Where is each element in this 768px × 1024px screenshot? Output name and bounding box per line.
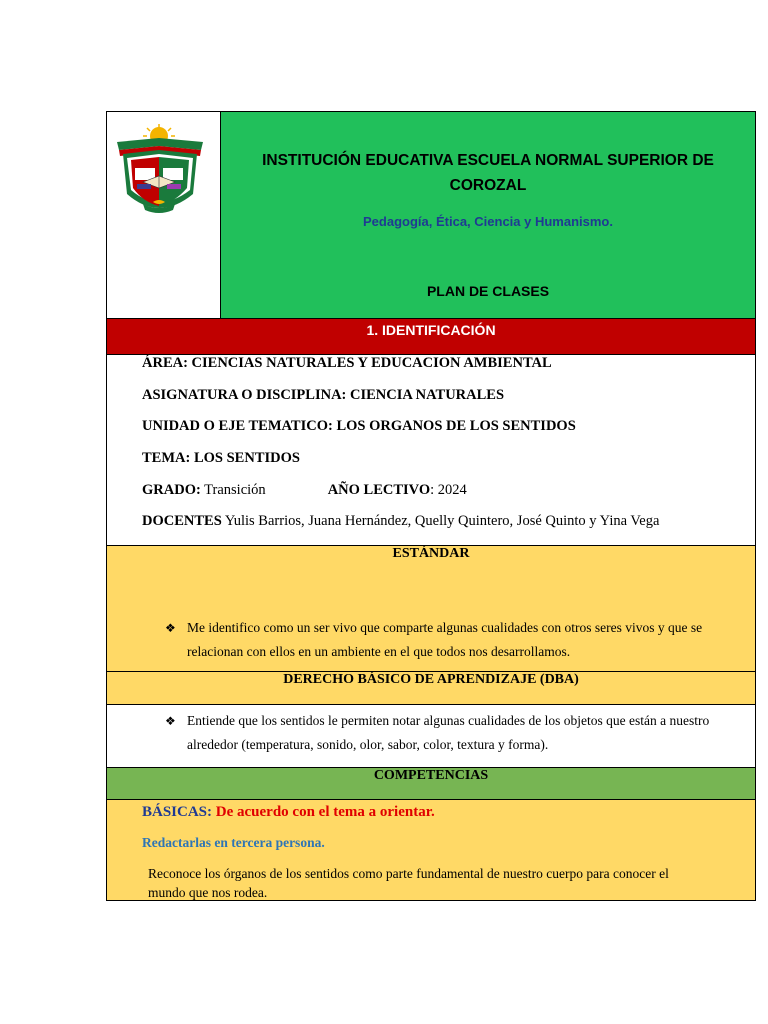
teachers-row (142, 513, 755, 545)
basic-note: De acuerdo con el tema a orientar. (215, 804, 435, 820)
dba-title-row (107, 672, 755, 705)
plan-title: PLAN DE CLASES (426, 283, 550, 299)
year-label: AÑO LECTIVO (327, 481, 431, 498)
topic-row (142, 450, 755, 482)
standard-section (107, 546, 755, 672)
teachers-value: Yulis Barrios, Juana Hernández, Quelly Quintero, José Quinto y Yina Vega (221, 513, 660, 530)
standard-title: ESTÁNDAR (392, 546, 470, 561)
grade-value: Transición (200, 481, 266, 498)
unit-value: LOS ORGANOS DE LOS SENTIDOS (332, 418, 576, 435)
area-value: CIENCIAS NATURALES Y EDUCACION AMBIENTAL (187, 355, 552, 371)
competencies-section (107, 800, 755, 900)
subject-row (142, 387, 755, 419)
dba-section (107, 705, 755, 768)
identification-section (107, 355, 755, 546)
school-crest-logo (113, 124, 213, 224)
subject-value: CIENCIA NATURALES (346, 386, 505, 403)
institution-motto: Pedagogía, Ética, Ciencia y Humanismo. (363, 214, 613, 229)
year-value: : 2024 (430, 481, 467, 498)
unit-label: UNIDAD O EJE TEMATICO: (142, 418, 333, 435)
area-label: ÁREA: (142, 355, 188, 371)
unit-row (142, 418, 755, 450)
grade-row (142, 482, 755, 514)
dba-item (107, 705, 755, 757)
standard-text: Me identifico como un ser vivo que comparte algunas cualidades con otros seres vivos y que se relacionan con ellos en un ambiente en el que todos nos desarrollamos. (187, 620, 703, 659)
area-row (142, 355, 755, 387)
diamond-bullet-icon: ❖ (165, 621, 176, 635)
identification-title: 1. IDENTIFICACIÓN (107, 319, 755, 355)
third-person-note: Redactarlas en tercera persona. (142, 835, 325, 850)
dba-text: Entiende que los sentidos le permiten notar algunas cualidades de los objetos que están a nuestro alrededor (temperatura, sonido, olor, sabor, color, textura y forma). (187, 713, 710, 752)
dba-title: DERECHO BÁSICO DE APRENDIZAJE (DBA) (283, 672, 579, 687)
teachers-label: DOCENTES (142, 513, 222, 530)
institution-name: INSTITUCIÓN EDUCATIVA ESCUELA NORMAL SUPERIOR DE COROZAL (262, 152, 714, 194)
diamond-bullet-icon: ❖ (165, 714, 176, 728)
competencies-title-row (107, 768, 755, 800)
topic-value: LOS SENTIDOS (190, 450, 300, 467)
topic-label: TEMA: (142, 450, 191, 467)
lesson-plan-document (106, 111, 756, 901)
competency-text: Reconoce los órganos de los sentidos como parte fundamental de nuestro cuerpo para conocer el mundo que nos rodea. (148, 866, 669, 900)
basic-label: BÁSICAS: (142, 804, 213, 820)
basic-competencies-line (142, 800, 755, 822)
competencies-title: COMPETENCIAS (373, 768, 489, 783)
standard-item (107, 616, 755, 664)
header-title-cell (221, 112, 755, 318)
logo-cell (107, 112, 221, 318)
subject-label: ASIGNATURA O DISCIPLINA: (142, 386, 347, 403)
grade-label: GRADO: (142, 481, 201, 498)
document-header (107, 112, 755, 319)
